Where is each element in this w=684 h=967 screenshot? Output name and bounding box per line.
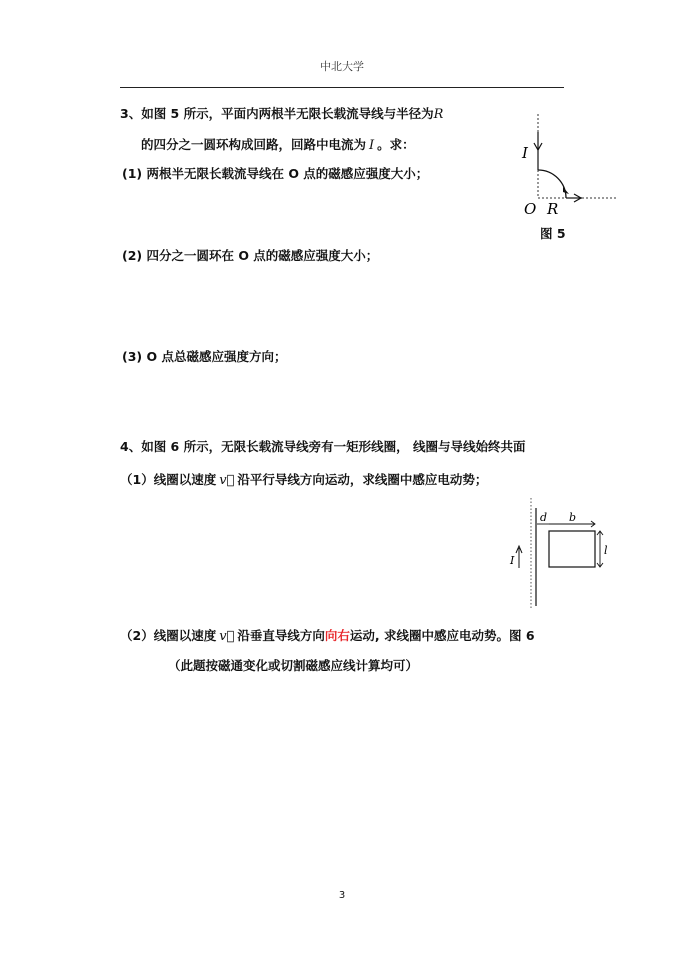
- fig6-label-I: I: [510, 554, 515, 567]
- fig5-caption: 图 5: [540, 226, 566, 241]
- q4-part2-red-text: 向右: [324, 628, 350, 643]
- fig6-label-b: b: [569, 511, 577, 524]
- q3-intro-line2: [141, 135, 415, 153]
- fig5-label-O: O: [524, 200, 537, 218]
- q4-part2: [120, 626, 535, 644]
- q4-part1-var-v: v⃗: [219, 473, 235, 488]
- q3-part1: (1) 两根半无限长载流导线在 O 点的磁感应强度大小；: [122, 166, 429, 181]
- fig6-label-d: d: [540, 511, 548, 524]
- q4-note: （此题按磁通变化或切割磁感应线计算均可）: [168, 658, 419, 673]
- q4-part2-prefix: （2）线圈以速度: [120, 628, 217, 643]
- q3-intro2-suffix: 。求：: [377, 137, 415, 152]
- q3-intro2-text: 的四分之一圆环构成回路，回路中电流为: [141, 137, 367, 152]
- fig5-label-R: R: [547, 200, 559, 218]
- q4-part2-mid: 沿垂直导线方向: [237, 628, 325, 643]
- q4-part1-suffix: 沿平行导线方向运动，求线圈中感应电动势；: [237, 472, 488, 487]
- page-number: 3: [338, 890, 346, 901]
- q3-var-I: I: [369, 138, 375, 153]
- q4-part2-suffix: 运动, 求线圈中感应电动势。图 6: [349, 628, 535, 643]
- fig6-label-l: l: [604, 544, 608, 557]
- figure-5-diagram: [510, 108, 620, 220]
- q3-part2: (2) 四分之一圆环在 O 点的磁感应强度大小；: [122, 248, 379, 263]
- q3-var-R: R: [433, 107, 444, 122]
- q4-part1: [120, 470, 487, 488]
- page-header-title: 中北大学: [320, 60, 364, 73]
- q4-part2-var-v: v⃗: [219, 629, 235, 644]
- q4-intro: 4、如图 6 所示，无限长载流导线旁有一矩形线圈， 线圈与导线始终共面: [120, 439, 526, 454]
- fig5-label-I: I: [522, 144, 528, 162]
- q3-intro-line1: [120, 104, 443, 122]
- header-rule: [120, 87, 564, 88]
- q4-part1-prefix: （1）线圈以速度: [120, 472, 217, 487]
- q3-intro-text: 3、如图 5 所示，平面内两根半无限长载流导线与半径为: [120, 106, 434, 121]
- figure-6-diagram: [505, 496, 615, 612]
- rectangular-coil: [549, 531, 595, 567]
- quarter-arc: [538, 170, 566, 198]
- q3-part3: (3) O 点总磁感应强度方向；: [122, 349, 287, 364]
